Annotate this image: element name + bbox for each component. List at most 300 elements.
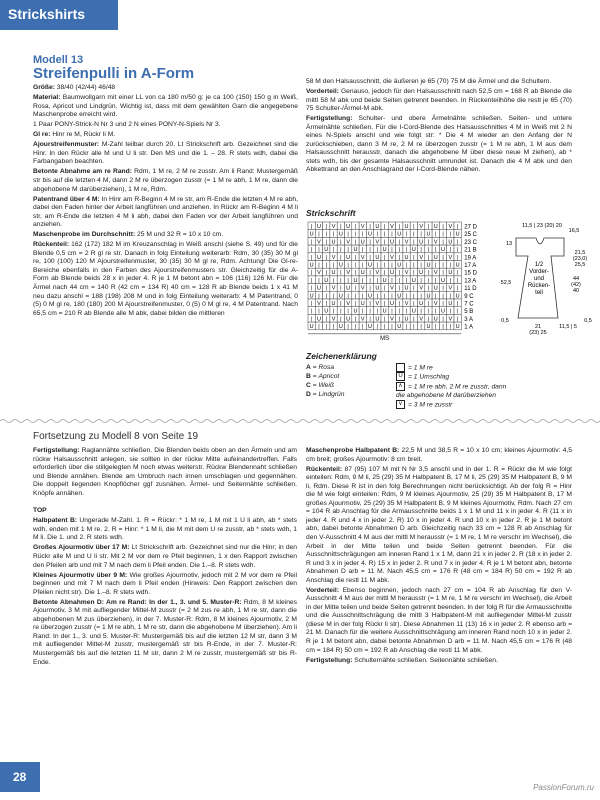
stitch-symbol: | [310,254,313,261]
stitch-symbol: | [427,254,430,261]
stitch-symbol: | [383,224,386,230]
stitch-symbol: | [427,247,430,254]
stitch-symbol: | [427,224,430,230]
stitch-symbol: U [353,247,358,254]
paragraph [33,572,297,598]
stitch-symbol: V [448,285,453,292]
stitch-symbol: | [413,285,415,292]
stitch-symbol: U [397,293,402,300]
stitch-symbol: | [325,301,327,307]
symbol-description: = 1 M re [408,364,433,372]
stitch-symbol: U [404,316,409,323]
stitch-symbol: | [369,277,371,284]
stitch-symbol: U [309,231,314,238]
paragraph-text: Hinr re M, Rückr li M. [50,131,116,139]
stitch-symbol: | [427,277,430,284]
measure-right-length: 44 [572,276,580,282]
paragraph [33,447,297,498]
stitch-symbol: V [346,270,350,277]
paragraph-text: 87 (95) 107 M mit N Nr 3,5 anschl und in der 1. R = Rückr die M wie folgt einteilen: Rdm, 9 M li, 25 (29) 35 M Halbpatent B, 17 M li, 25 (29) 35 M Halbpatent B, 9 M li, Rdm. Diese R ist in den folg Berechnungen nicht berücksichtigt. Ab der folg R = Hinr die M wie folgt einteilen: Rdm, 9 M kleines Ajourmotiv, 25 (29) 35 M Halbpatent B, 17 M großes Ajourmotiv, 25 (29) 35 M Halbpatent B, 9 M kleines Ajourmotiv, Rdm. Nach 27 cm = 104 R ab Anschlag für die Armausschnitte beids 1 x 1 M und 11 x in jeder 4. R (11 x in jeder 4. R und 4 x in jeder 2. R) 10 x in jeder 4. R und 10 x in jeder 2. R je 1 M betont abn, dabei betonte Abnahmen D arb. Gleichzeitig nach 33 cm = 128 R ab Anschlag für den V-Ausschnitt 4 M aus der mittl M herausstr (= 1 M re, 1 M re verschr im Wechsel), die Arbeit in der Mitte teilen und beide Seiten getrennt beenden. Für die Ausschnittschrägungen am inneren Rand 1 x 1 M, dann 21 x in jeder 2. R (18 x in jeder 2. R und 3 x in jeder 4. R) 15 x in jeder 2. R und 7 x in jeder 4. R je 1 M betont abn, betonte Abnahmen D arb = 11 M. Nach 45,5 cm = 176 R (48 cm = 184 R) 50 cm = 192 R ab Anschlag die restl 11 M abk. [306,465,572,584]
stitch-symbol: | [442,239,444,246]
stitch-symbol: U [382,247,387,254]
panel-label: 1/2 [534,262,544,268]
stitch-symbol: | [456,270,459,277]
section-title: Strickshirts [8,6,86,22]
paragraph [306,115,572,175]
stitch-symbol: | [456,301,459,307]
stitch-symbol: U [346,224,351,230]
stitch-symbol: U [411,247,416,254]
stitch-symbol: U [404,224,409,230]
stitch-symbol: U [324,308,329,315]
paragraph-text: Raglannähte schließen. Die Blenden beids oben an den Ärmeln und am rückw Halsausschnitt anlegen, sie sollten in der rückw Mitte aufeinandertreffen. Falls erforderlich über die stillgelegten M noch etwas weiterstr. Rückw Blendennaht schließen und Blende annähen. Blende am Umbruch nach innen umschlagen und gegennähen. Die doppelt liegenden Knopflöcher ggf zusnähen. Ärmel- und Seitennähte schließen. Knöpfe annähen. [33,447,297,497]
paragraph-text: 1 Paar PONY-Strick-N Nr 3 und 2 N eines PONY-N-Spiels Nr 3. [33,121,221,129]
stitch-symbol: | [340,254,342,261]
stitch-symbol: U [375,224,380,230]
stitch-symbol: | [398,247,400,254]
stitch-symbol: U [404,285,409,292]
paragraph-text: In Hinr am R-Beginn 4 M re str, am R-Ende die letzten 4 M re abh, dabei den Faden hinter der Arbeit langführen und anziehen. In Rückr am R-Beginn 4 M li str, am R-Ende die letzten 4 M li abh, dabei den Faden vor der Arbeit langführen und anziehen. [33,195,298,229]
paragraph-text: Wie großes Ajourmotiv, jedoch mit 2 M vor dem re Pfeil beginnen und mit 7 M nach dem li Pfeil enden (Hinweis: Den Rapport zwischen den Pfeilen nicht str). Die 1.–8. R stets wdh. [33,571,298,596]
stitch-symbol: | [413,324,415,331]
stitch-symbol: | [318,277,320,284]
stitch-symbol: U [368,262,373,269]
stitch-symbol: V [404,270,409,277]
stitch-symbol: U [316,254,321,261]
stitch-symbol: | [391,308,393,315]
stitch-symbol: U [324,247,329,254]
stitch-symbol: V [331,316,336,323]
instructions-column-right-bottom [306,447,572,667]
stitch-symbol: | [420,293,422,300]
stitch-symbol: U [448,301,453,307]
stitch-symbol: V [448,316,453,323]
stitch-symbol: | [310,270,313,277]
stitch-symbol: U [448,239,453,246]
stitch-symbol: U [375,285,380,292]
stitch-symbol: U [309,293,314,300]
stitch-symbol: | [369,308,371,315]
stitch-symbol: | [340,316,342,323]
stitch-symbol: | [310,224,313,230]
stitch-symbol: U [455,324,460,331]
stitch-symbol: U [368,324,373,331]
stitch-symbol: | [405,247,408,254]
panel-label: teil [535,290,543,296]
stitch-symbol: U [441,308,446,315]
stitch-symbol: | [362,308,364,315]
measure-left-length: 52,5 [500,280,512,286]
stitch-symbol: | [383,270,386,277]
paragraph-text: Rdm, 8 M kleines Ajourmotiv, 3 M mit aufliegender Mittel-M zusstr (= 2 M zus re abh, 1 M re str, dann die abgehobenen M zus überziehen), in der 7. Muster-R: Rdm, 8 M kleines Ajourmotiv, 2 M re überzogen zusstr (= 1 M re abh, 1 M re str, dann die abgehobene M überziehen). Am li Rand: In der 1., 3. und 5. Muster-R: Mustergemäß bis auf die letzten 12 M str, dann 3 M mit aufliegender Mittel-M zusstr, mustergemäß str bis R-Ende, in der 7. Muster-R: Mustergemäß bis auf die letzten 11 M str, dann 2 M re zusstr, mustergemäß str bis R-Ende. [33,598,297,666]
measure-top: 11,5 | 23 (20) 20 [522,223,562,229]
stitch-symbol: U [375,254,380,261]
row-label: 21 B [464,247,477,254]
knitting-chart-and-schematic [306,218,596,348]
paragraph-heading: Maschenprobe Halbpatent B: [306,447,400,454]
stitch-symbol: | [456,247,459,254]
stitch-symbol: | [391,231,393,238]
symbol-legend-item [396,382,516,400]
stitch-symbol: | [456,224,459,230]
stitch-symbol: | [383,316,386,323]
stitch-symbol: | [442,254,444,261]
stitch-symbol: | [340,308,342,315]
paragraph-text: 58 M den Halsausschnitt, die äußeren je 65 (70) 75 M die Ärmel und die Schultern. [306,78,552,85]
stitch-symbol: | [398,270,400,277]
stitch-symbol: U [433,224,438,230]
stitch-symbol: | [420,247,422,254]
stitch-symbol: | [318,247,320,254]
stitch-symbol: | [347,231,349,238]
stitch-symbol: V [390,285,394,292]
equals-sign: = [310,391,319,398]
paragraph [33,599,297,667]
paragraph-heading: Vorderteil: [306,586,339,594]
paragraph [33,196,298,230]
color-key: D [306,391,311,398]
stitch-symbol: | [376,277,379,284]
stitch-symbol: | [442,293,444,300]
stitch-symbol: | [398,301,400,307]
stitch-symbol: | [435,231,437,238]
stitch-symbol: | [340,239,342,246]
stitch-symbol: | [413,316,415,323]
paragraph-heading: Maschenprobe im Durchschnitt: [33,231,136,239]
instruction-paragraphs [306,447,572,665]
paragraph-heading: Vorderteil: [306,88,339,96]
stitch-symbol: | [383,285,386,292]
stitch-symbol: | [456,316,459,323]
paragraph [306,466,572,586]
row-label: 17 A [464,263,477,269]
paragraph [306,657,572,666]
stitch-symbol: | [420,262,422,269]
paragraph [33,141,298,167]
watermark: PassionForum.ru [533,783,594,792]
stitch-symbol: | [456,277,459,284]
stitch-symbol: U [353,308,358,315]
page-number: 28 [13,770,27,784]
row-label: 15 D [464,270,477,277]
stitch-symbol: | [383,301,386,307]
stitch-symbol: | [347,293,349,300]
paragraph-text: Lt Strickschrift arb. Gezeichnet sind nur die Hinr; in den Rückr alle M und U li str. Mit 2 M vor dem re Pfeil beginnen, 1 x den Rapport zwischen den Pfeilen arb und mit 7 M nach dem li Pfeil enden. Die 1.–8. R stets wdh. [33,544,297,569]
stitch-symbol: | [383,254,386,261]
stitch-symbol: | [413,254,415,261]
stitch-symbol: U [338,262,343,269]
stitch-symbol: | [369,247,371,254]
stitch-symbol: | [420,231,422,238]
stitch-symbol: | [332,247,335,254]
color-legend-item [306,372,396,381]
stitch-symbol: | [405,308,408,315]
paragraph [33,121,298,130]
stitch-symbol: | [413,301,415,307]
stitch-symbol: | [449,308,452,315]
stitch-symbol: V [317,270,321,277]
stitch-symbol: | [325,324,327,331]
stitch-symbol: V [375,239,380,246]
paragraph-heading: Rückenteil: [306,465,343,473]
stitch-symbol: | [383,239,386,246]
stitch-symbol: | [369,239,371,246]
symbol-description: = 1 M re abh, 2 M re zusstr, dann die abgehobene M darüberziehen [396,382,507,399]
stitch-symbol: | [442,285,444,292]
stitch-symbol: | [427,239,430,246]
paragraph [33,131,298,140]
paragraph [306,587,572,655]
stitch-symbol-icon: ∨ [396,400,405,409]
stitch-symbol-icon: ∧ [396,382,405,391]
stitch-symbol: V [419,285,423,292]
row-label: 13 A [464,278,477,285]
measure-bottom-left: 0,5 [501,318,509,324]
color-name: Apricot [318,373,340,380]
stitch-symbol: V [419,254,423,261]
stitch-symbol: | [391,262,393,269]
stitch-symbol: | [332,293,335,300]
stitch-symbol: | [362,247,364,254]
stitch-symbol: U [397,231,402,238]
stitch-symbol: U [426,231,431,238]
stitch-symbol: U [331,270,336,277]
measure-right-length: 40 [572,288,580,294]
stitch-symbol: | [398,254,400,261]
stitch-symbol: | [427,301,430,307]
stitch-symbol: U [316,224,321,230]
stitch-symbol: | [369,224,371,230]
instructions-column-left-bottom [33,447,297,669]
stitch-symbol: U [404,254,409,261]
stitch-symbol: V [317,239,321,246]
paragraph-heading: Material: [33,94,61,102]
stitch-symbol: V [419,224,423,230]
stitch-symbol: | [398,224,400,230]
stitch-symbol: | [391,277,393,284]
symbol-legend [396,363,516,409]
stitch-symbol: | [383,324,386,331]
stitch-symbol: | [449,293,452,300]
paragraph-heading: Patentrand über 4 M: [33,195,100,203]
stitch-symbol: | [405,262,408,269]
paragraph-heading: Fertigstellung: [33,447,80,454]
stitch-symbol: V [375,301,380,307]
stitch-symbol: | [310,308,313,315]
paragraph-heading: Fertigstellung: [306,656,353,664]
stitch-symbol: | [449,324,452,331]
stitch-symbol: U [433,285,438,292]
stitch-symbol: U [360,239,365,246]
stitch-symbol: U [331,301,336,307]
measure-right-length: (42) [571,282,581,288]
stitch-symbol: U [411,277,416,284]
color-name: Rosa [318,364,335,371]
stitch-symbol: | [376,293,379,300]
stitch-symbol: U [441,277,446,284]
paragraph-text: Genauso, jedoch für den Halsausschnitt nach 52,5 cm = 168 R ab Blende die mittl 58 M abk und beide Seiten getrennt beenden. In Rückenteilhöhe die restl je 65 (70) 75 Schulter-/Ärmel-M abk. [306,88,572,113]
stitch-symbol: | [427,285,430,292]
row-label: 5 B [464,309,474,316]
stitch-symbol: | [405,293,408,300]
paragraph-heading: Fertigstellung: [306,115,353,123]
stitch-symbol: U [309,262,314,269]
stitch-symbol: U [389,270,394,277]
stitch-symbol: | [442,301,444,307]
paragraph-text: 22,5 M und 38,5 R = 10 x 10 cm; kleines Ajourmotiv: 4,5 cm breit; großes Ajourmotiv: 8 cm breit. [306,447,572,463]
stitch-symbol: V [433,239,438,246]
paragraph [33,94,298,120]
color-name: Lindgrün [318,391,345,398]
stitch-symbol: | [325,239,327,246]
stitch-symbol: U [397,262,402,269]
stitch-symbol: | [398,316,400,323]
stitch-symbol: U [389,301,394,307]
symbol-legend-item [396,400,516,409]
row-label: 1 A [464,324,473,331]
stitch-symbol: | [310,239,313,246]
stitch-symbol: V [390,316,394,323]
stitch-symbol: V [331,254,336,261]
stitch-symbol: U [338,293,343,300]
symbol-description: = 1 Umschlag [408,373,450,381]
stitch-symbol: | [362,277,364,284]
measure-top-right: 16,5 [568,228,580,234]
stitch-symbol: U [382,277,387,284]
stitch-symbol: U [360,301,365,307]
instruction-paragraphs [33,447,297,667]
stitch-symbol: | [318,293,320,300]
paragraph-text: Rdm, 1 M re, 2 M re zusstr. Am li Rand: Mustergemäß str bis auf die letzten 4 M, dann 2 M re überzogen zusstr (= 1 M re abh, 1 M re, dann die abgehobene M darüberziehen), 1 M re, Rdm. [33,168,298,193]
stitch-symbol: V [360,224,365,230]
stitch-symbol: | [413,231,415,238]
color-key: C [306,382,311,389]
stitch-symbol: | [456,239,459,246]
instruction-paragraphs [33,84,298,318]
stitch-symbol: | [325,254,327,261]
stitch-symbol: | [362,262,364,269]
stitch-symbol: | [354,224,357,230]
stitch-symbol: | [332,308,335,315]
stitch-symbol: V [390,254,394,261]
stitch-symbol-icon: U [396,372,405,381]
stitch-symbol: | [332,231,335,238]
measure-sleeve: 13 [505,241,513,247]
model-number: Modell 13 [33,54,84,66]
stitch-symbol: | [376,262,379,269]
stitch-symbol: | [354,324,357,331]
paragraph [33,84,298,93]
stitch-symbol: | [369,316,371,323]
stitch-symbol: U [316,316,321,323]
stitch-symbol: | [325,224,327,230]
panel-label: Rücken- [527,283,551,289]
stitch-symbol: | [435,247,437,254]
stitch-symbol: U [455,231,460,238]
row-label: 23 C [464,239,477,246]
paragraph-text: Schulternähte schließen. Seitennähte schließen. [352,656,498,664]
stitch-symbol: U [441,247,446,254]
instruction-paragraphs [306,78,572,175]
stitch-symbol: | [354,231,357,238]
color-key: A [306,364,311,371]
paragraph [33,231,298,240]
stitch-symbol: | [354,316,357,323]
stitch-symbol: U [360,270,365,277]
stitch-symbol: V [404,301,409,307]
stitch-symbol: V [360,285,365,292]
stitch-symbol: | [318,308,320,315]
stitch-symbol: | [413,270,415,277]
stitch-symbol: U [346,285,351,292]
stitch-symbol: U [448,270,453,277]
stitch-symbol: | [310,277,313,284]
stitch-symbol: | [362,293,364,300]
stitch-symbol: | [413,224,415,230]
paragraph-text: Baumwollgarn mit einer LL von ca 180 m/50 g: je ca 100 (150) 150 g in Weiß, Rosa, Apricot und Lindgrün. Wichtig ist, dass mit dem gewählten Garn die angegebene Maschenprobe erreicht wird. [33,94,298,119]
stitch-symbol: | [383,231,386,238]
stitch-symbol: U [455,293,460,300]
stitch-symbol: | [354,270,357,277]
paragraph-heading: Rückenteil: [33,241,70,249]
stitch-symbol: | [318,262,320,269]
paragraph-heading: Gl re: [33,131,51,139]
stitch-symbol: V [448,254,453,261]
stitch-symbol: | [391,324,393,331]
stitch-symbol: U [346,254,351,261]
row-label: 27 D [464,224,477,231]
paragraph-heading: Großes Ajourmotiv über 17 M: [33,544,130,552]
paragraph-text: 38/40 (42/44) 46/48 [54,84,116,91]
paragraph-text: M-Zahl teilbar durch 20. Lt Strickschrift arb. Gezeichnet sind die Hinr. In den Rückr alle M und U li str. Den MS und die 1. – 28. R stets wdh, dabei die Farbangaben beachten. [33,141,298,166]
row-label: 3 A [464,316,473,323]
stitch-symbol: U [368,293,373,300]
garment-schematic [501,223,592,336]
color-key: B [306,373,311,380]
stitch-symbol: | [383,262,386,269]
stitch-symbol: | [347,262,349,269]
stitch-symbol: V [331,224,336,230]
color-legend-item [306,381,396,390]
stitch-symbol: | [442,270,444,277]
stitch-symbol: | [310,247,313,254]
paragraph-text: 25 M und 32 R = 10 x 10 cm. [135,231,224,239]
stitch-symbol: U [324,277,329,284]
stitch-symbol: U [375,316,380,323]
stitch-symbol: | [325,293,327,300]
stitch-symbol: U [353,277,358,284]
panel-label: und [533,276,545,282]
stitch-symbol: U [338,231,343,238]
symbol-legend-item [396,372,516,381]
stitch-symbol: | [449,262,452,269]
stitch-symbol: | [435,277,437,284]
stitch-symbol: | [427,308,430,315]
instructions-column-left-top [33,54,298,320]
stitch-symbol: U [419,301,424,307]
stitch-symbol: | [369,270,371,277]
stitch-symbol: V [448,224,453,230]
stitch-symbol: | [427,270,430,277]
paragraph [33,500,297,506]
stitch-symbol: | [332,262,335,269]
paragraph-text: 162 (172) 182 M im Kreuzanschlag in Weiß anschl (siehe S. 49) und für die Blende 0,5 cm = 2 R gl re str. Danach in folg Einteilung weiterarb: Rdm, 30 (35) 30 M gl re, 100 (100) 120 M Ajourstreifenmuster, 30 (35) 30 M gl re, Rdm. Achtung! Die Gl-re-Bereiche ebenfalls in den Farben des Ajourstreifenmusters str. Gleichzeitig für die A-Form ab Blende beids 28 x in jeder 4. R je 1 M betont abn = 106 (116) 126 M. Für die Ärmel nach 44 cm = 140 R (42 cm = 134 R) 40 cm = 128 R ab Blende beids 1 x 41 M neu dazu anschl = 188 (198) 208 M und in folg Einteilung weiterarb: 4 M Patentrand, 0 (5) 0 M gl re, 180 (180) 200 M Ajourstreifenmuster, 0 (5) 0 M gl re, 4 M Patentrand. Nach 65,5 cm = 210 R ab Blende alle M abk, dabei bilden die mittleren [33,241,298,317]
stitch-symbol: U [346,316,351,323]
stitch-symbol: U [368,231,373,238]
wavy-divider [0,416,600,426]
row-label: 7 C [464,301,474,308]
stitch-symbol: | [362,324,364,331]
